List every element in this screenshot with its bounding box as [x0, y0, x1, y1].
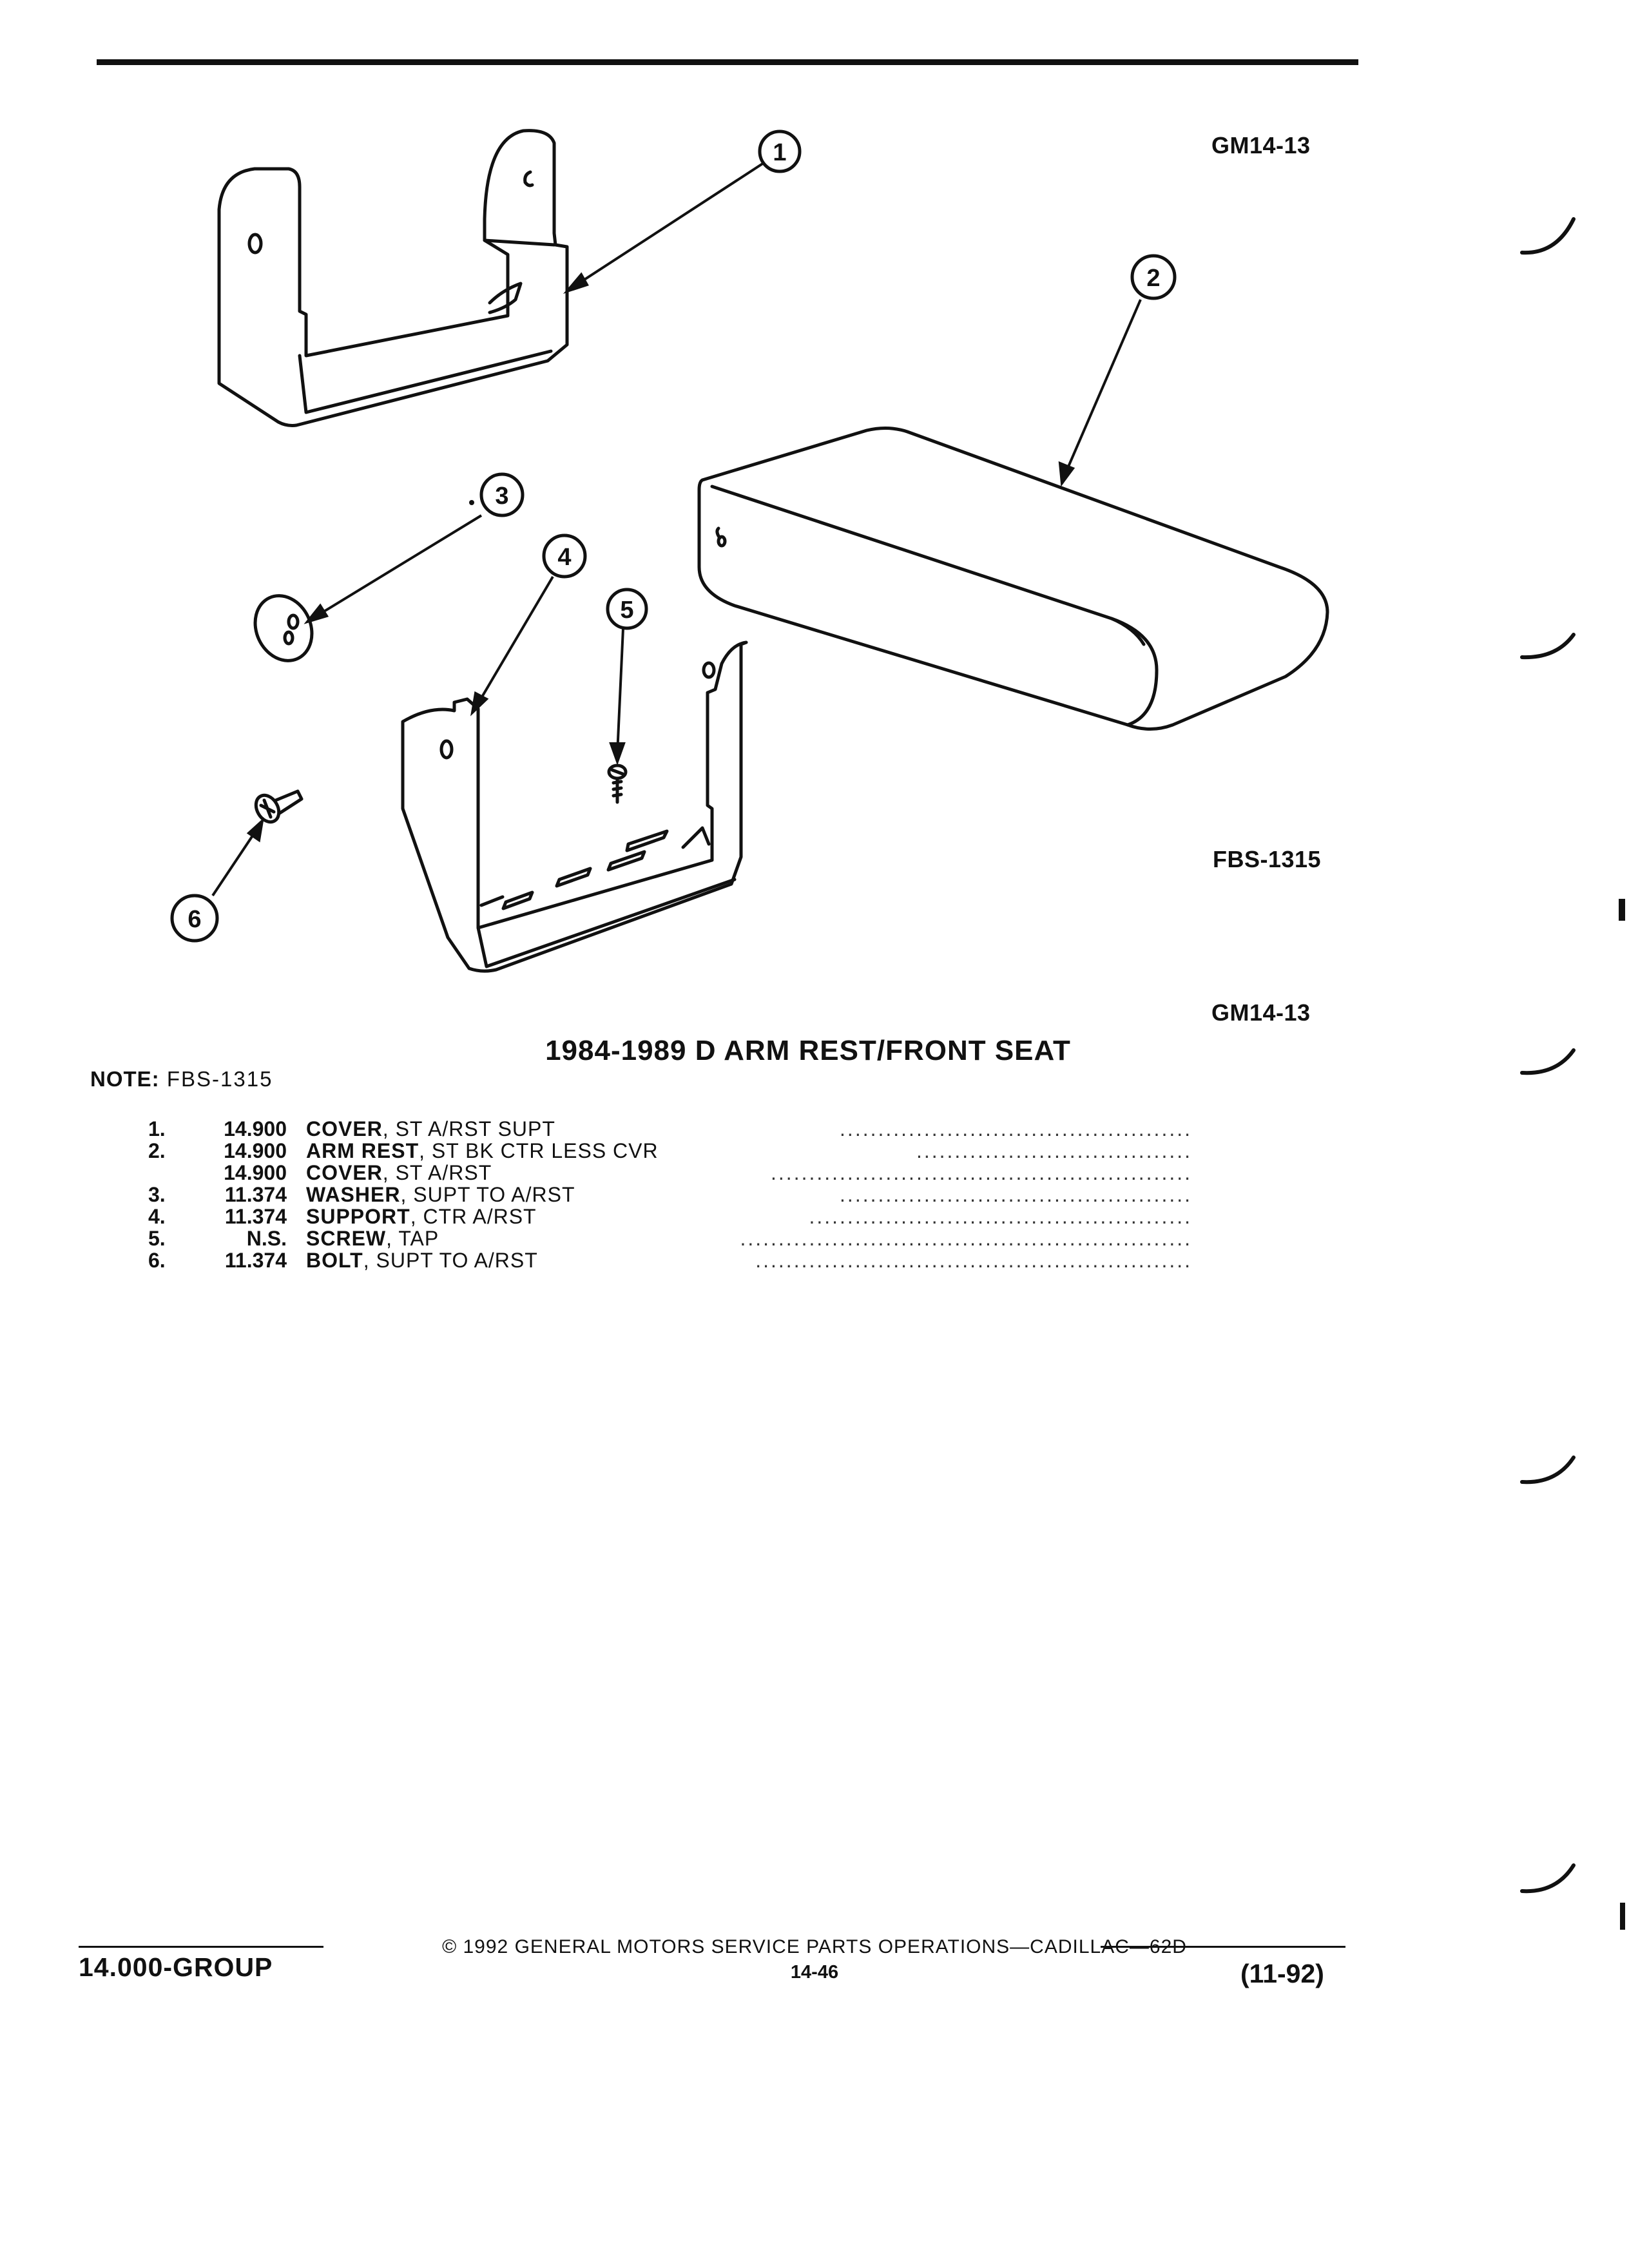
part-description: SUPPORT, CTR A/RST: [306, 1205, 537, 1228]
part-group-code: 14.900: [224, 1117, 287, 1140]
footer-page-number: 14-46: [790, 1962, 839, 1983]
leader-dots: ...........................................................: [740, 1227, 1192, 1250]
part-group-code: 11.374: [224, 1205, 287, 1228]
part-description: COVER, ST A/RST: [306, 1161, 492, 1184]
callout-2-label: 2: [1146, 265, 1161, 292]
part-2-arm-rest: [699, 428, 1327, 729]
callout-leaders: [213, 163, 1141, 896]
note-label: NOTE:: [90, 1067, 160, 1091]
leader-dots: ..................................................: [809, 1205, 1192, 1228]
part-1-cover-bracket: [219, 131, 567, 426]
part-number: 5.: [148, 1227, 166, 1250]
part-6-bolt: [251, 791, 302, 826]
callout-3-label: 3: [495, 483, 509, 510]
callout-5-label: 5: [620, 597, 634, 624]
parts-row: [129, 1249, 1224, 1271]
part-4-support-bracket: [403, 642, 746, 971]
figure-code-top: GM14-13: [1211, 132, 1311, 159]
part-description: COVER, ST A/RST SUPT: [306, 1117, 555, 1140]
part-group-code: 14.900: [224, 1139, 287, 1162]
leader-dots: .......................................................: [771, 1161, 1192, 1184]
part-number: 3.: [148, 1183, 166, 1206]
parts-row: [129, 1184, 1224, 1206]
edge-mark-1: [1619, 899, 1625, 921]
parts-row: [129, 1227, 1224, 1249]
leader-dots: ..............................................: [840, 1117, 1192, 1140]
part-group-code: 14.900: [224, 1161, 287, 1184]
leader-dots: ..............................................: [840, 1183, 1192, 1206]
part-number: 1.: [148, 1117, 166, 1140]
note: [90, 1067, 273, 1091]
callout-6-label: 6: [188, 906, 202, 933]
part-number: 4.: [148, 1205, 166, 1228]
part-description: WASHER, SUPT TO A/RST: [306, 1183, 575, 1206]
part-group-code: 11.374: [224, 1183, 287, 1206]
figure-code-middle: FBS-1315: [1213, 846, 1322, 872]
footer-revision-date: (11-92): [1240, 1959, 1324, 1988]
part-description: BOLT, SUPT TO A/RST: [306, 1249, 538, 1272]
part-3-washer: [245, 586, 322, 670]
leader-dots: ....................................: [916, 1139, 1192, 1162]
part-number: 2.: [148, 1139, 166, 1162]
part-number: 6.: [148, 1249, 166, 1272]
callout-dot: [469, 500, 474, 505]
part-group-code: N.S.: [246, 1227, 287, 1250]
part-group-code: 11.374: [224, 1249, 287, 1272]
parts-list: [129, 1118, 1224, 1271]
parts-row: [129, 1206, 1224, 1227]
callout-4-label: 4: [557, 544, 572, 571]
page-title: 1984-1989 D ARM REST/FRONT SEAT: [545, 1035, 1071, 1066]
footer-group: 14.000-GROUP: [79, 1952, 273, 1982]
edge-mark-2: [1620, 1903, 1625, 1930]
part-description: SCREW, TAP: [306, 1227, 439, 1250]
part-5-screw: [609, 765, 626, 802]
callout-1-label: 1: [773, 139, 787, 166]
parts-row: [129, 1162, 1224, 1184]
part-description: ARM REST, ST BK CTR LESS CVR: [306, 1139, 659, 1162]
parts-row: [129, 1118, 1224, 1140]
figure-code-bottom: GM14-13: [1211, 999, 1311, 1026]
leader-dots: .........................................................: [755, 1249, 1192, 1272]
parts-row: [129, 1140, 1224, 1162]
footer-copyright: © 1992 GENERAL MOTORS SERVICE PARTS OPERATIONS—CADILLAC—62D: [442, 1936, 1187, 1957]
note-value: FBS-1315: [166, 1067, 273, 1091]
